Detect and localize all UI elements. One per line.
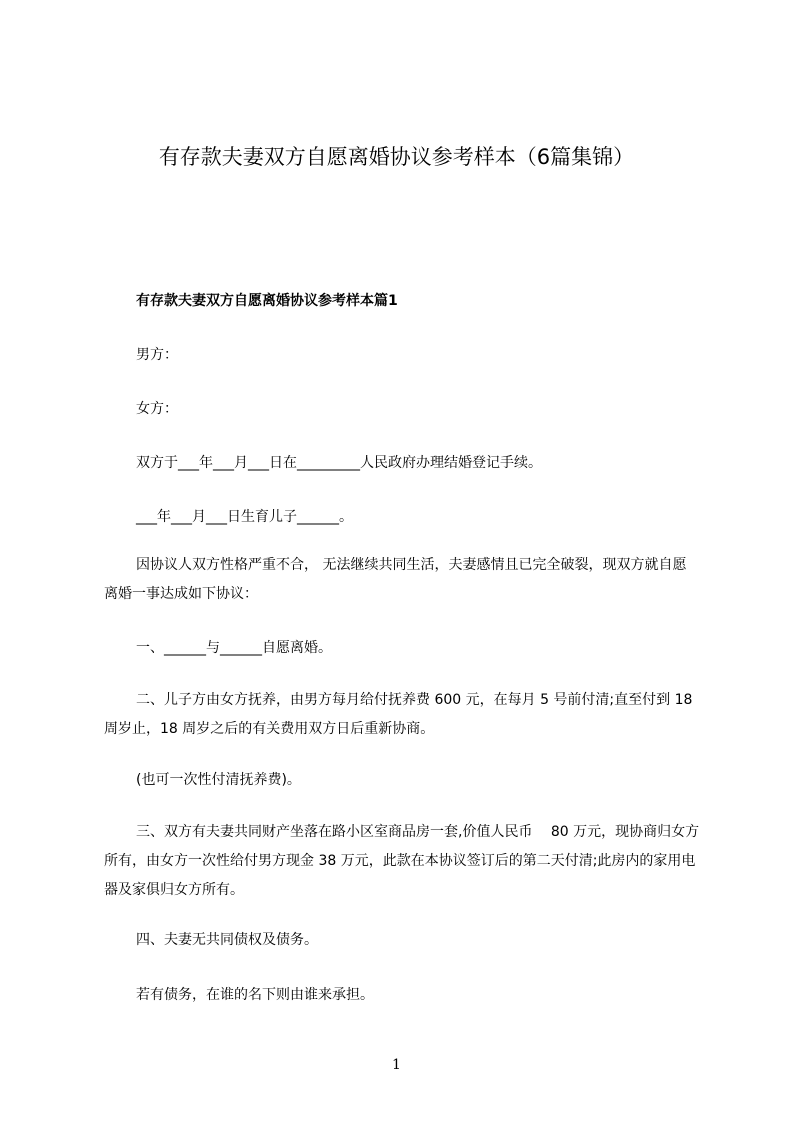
paragraph-clause-1: 一、______与______自愿离婚。 [136,640,332,656]
paragraph-clause-2: 二、儿子方由女方抚养，由男方每月给付抚养费 600 元，在每月 5 号前付清;直至付到 18 周岁止，18 周岁之后的有关费用双方日后重新协商。 [104,692,693,737]
paragraph-debt-note: 若有债务，在谁的名下则由谁来承担。 [136,987,374,1003]
paragraph-clause-3: 三、双方有夫妻共同财产坐落在路小区室商品房一套,价值人民币 80 万元，现协商归女方所有，由女方一次性给付男方现金 38 万元，此款在本协议签订后的第二天付清;此房内的家用电器及家俱归女方所有。 [104,824,700,898]
page-number: 1 [392,1057,401,1073]
paragraph-clause-4: 四、夫妻无共同债权及债务。 [136,932,318,948]
paragraph-child-birth: ___年___月___日生育儿子______。 [136,509,353,525]
paragraph-marriage-registration: 双方于___年___月___日在_________人民政府办理结婚登记手续。 [136,455,542,471]
document-title: 有存款夫妻双方自愿离婚协议参考样本（6篇集锦） [158,145,635,169]
paragraph-male-party: 男方： [136,347,178,363]
paragraph-female-party: 女方： [136,401,178,417]
paragraph-reason: 因协议人双方性格严重不合， 无法继续共同生活，夫妻感情且已完全破裂，现双方就自愿离婚一事达成如下协议： [104,557,687,602]
paragraph-alimony-note: (也可一次性付清抚养费)。 [136,772,301,788]
section-heading: 有存款夫妻双方自愿离婚协议参考样本篇1 [136,293,398,309]
